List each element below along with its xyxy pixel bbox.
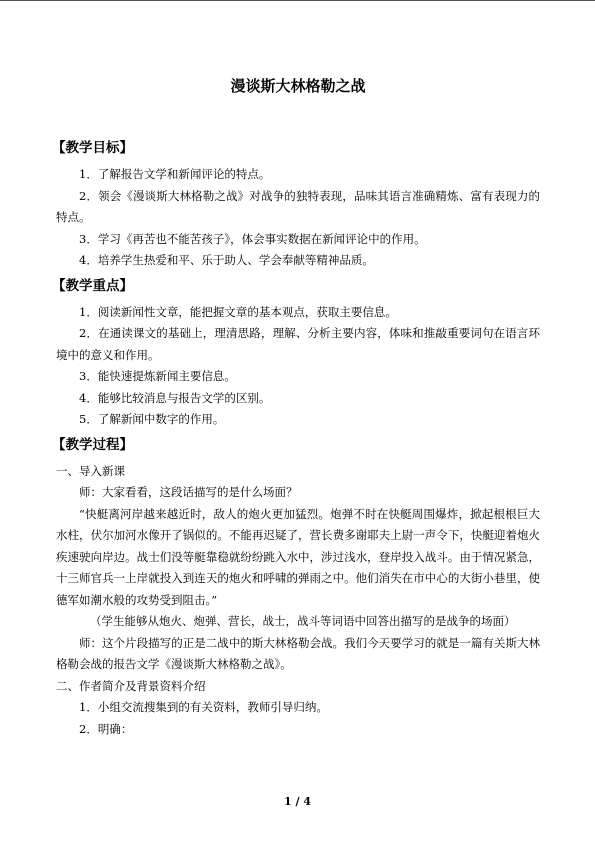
keypoint-item: 2．在通读课文的基础上，理清思路，理解、分析主要内容，体味和推敲重要词句在语言环境中的意义和作用。 [56,326,540,362]
part-item: 2．明确： [79,721,133,736]
keypoint-item: 3．能快速提炼新闻主要信息。 [79,369,236,383]
part-title: 一、导入新课 [56,463,125,478]
section-heading-objectives: 【教学目标】 [52,140,133,156]
student-note: （学生能够从炮火、炮弹、营长，战士，战斗等词语中回答出描写的是战争的场面） [90,614,516,628]
quote-paragraph: “快艇离河岸越来越近时，敌人的炮火更加猛烈。炮弹不时在快艇周围爆炸，掀起根根巨大水柱，伏尔加河水像开了锅似的。不能再迟疑了，营长费多谢耶夫上尉一声令下，快艇迎着炮火疾速驶向岸边。战士们没等艇靠稳就纷纷跳入水中，涉过浅水，登岸投入战斗。由于情况紧急，十三师官兵一上岸就投入到连天的炮火和呼啸的弹雨之中。他们消失在市中心的大街小巷里，使德军如潮水般的攻势受到阻击。” [56,506,540,607]
header-rule [0,0,595,1]
objective-item: 1．了解报告文学和新闻评论的特点。 [79,167,271,181]
part-item: 1．小组交流搜集到的有关资料，教师引导归纳。 [79,700,328,714]
part-title: 二、作者简介及背景资料介绍 [56,678,206,693]
document-page [52,76,540,740]
objective-item: 2．领会《漫谈斯大林格勒之战》对战争的独特表现，品味其语言准确精炼、富有表现力的特点。 [56,188,540,224]
section-heading-keypoints: 【教学重点】 [52,277,133,294]
keypoint-item: 5．了解新闻中数字的作用。 [79,412,225,426]
page-number: 1 / 4 [284,795,311,808]
keypoint-item: 4．能够比较消息与报告文学的区别。 [79,390,271,405]
document-title: 漫谈斯大林格勒之战 [230,77,366,95]
teacher-line: 师：大家看看，这段话描写的是什么场面？ [79,485,298,499]
teacher-line: 师：这个片段描写的正是二战中的斯大林格勒会战。我们今天要学习的就是一篇有关斯大林格勒会战的报告文学《漫谈斯大林格勒之战》。 [56,635,540,671]
objective-item: 4．培养学生热爱和平、乐于助人、学会奉献等精神品质。 [79,253,374,267]
section-heading-process: 【教学过程】 [52,436,133,453]
objective-item: 3．学习《再苦也不能苦孩子》，体会事实数据在新闻评论中的作用。 [79,231,426,246]
keypoint-item: 1．阅读新闻性文章，能把握文章的基本观点，获取主要信息。 [79,304,397,319]
